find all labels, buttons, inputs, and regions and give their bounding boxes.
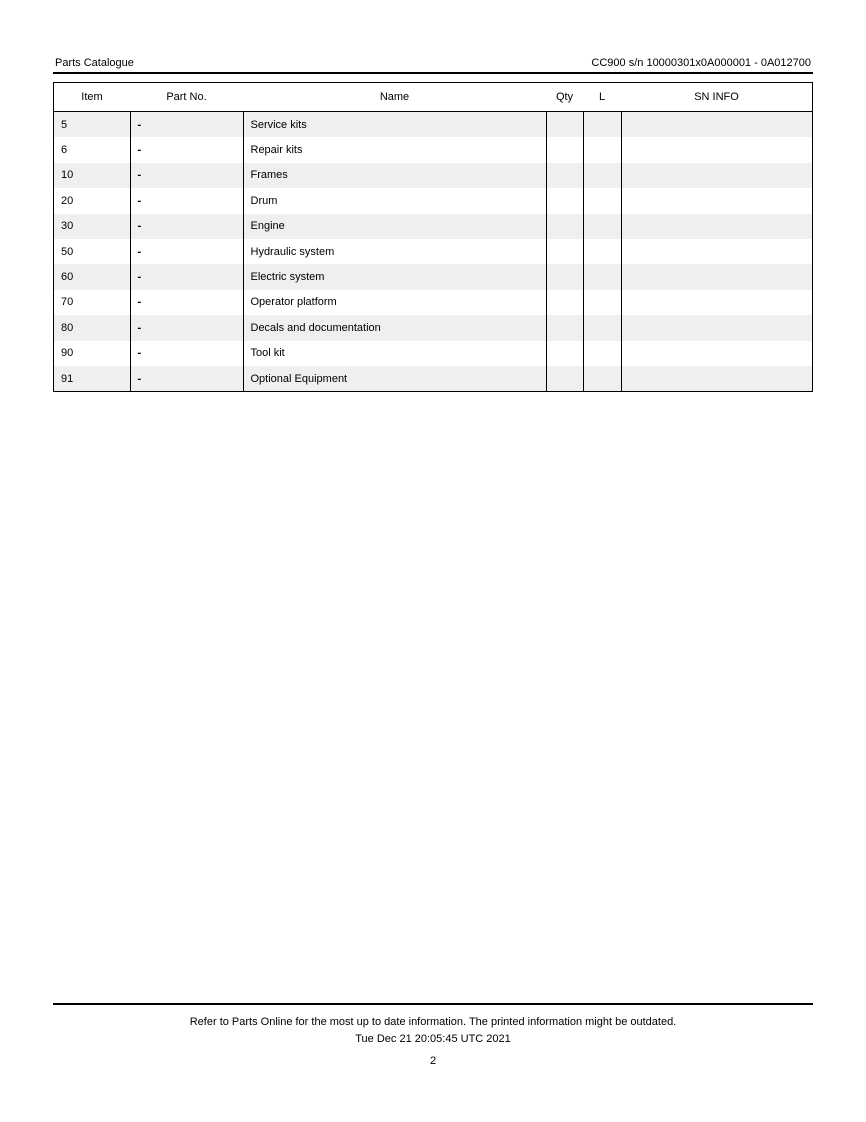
cell-sn-info	[621, 188, 813, 213]
cell-qty	[546, 163, 583, 188]
footer-note: Refer to Parts Online for the most up to date information. The printed information might be outdated.	[189, 1016, 677, 1028]
cell-item: 6	[54, 137, 131, 162]
cell-item: 90	[54, 341, 131, 366]
column-header-sn-info: SN INFO	[621, 83, 813, 112]
cell-part-no: -	[130, 239, 243, 264]
footer-timestamp: Tue Dec 21 20:05:45 UTC 2021	[355, 1033, 511, 1045]
table-row	[54, 214, 813, 239]
cell-name: Electric system	[243, 264, 546, 289]
table-row	[54, 290, 813, 315]
cell-item: 50	[54, 239, 131, 264]
cell-item: 10	[54, 163, 131, 188]
cell-sn-info	[621, 264, 813, 289]
cell-item: 80	[54, 315, 131, 340]
cell-l	[583, 315, 621, 340]
cell-name: Operator platform	[243, 290, 546, 315]
cell-l	[583, 264, 621, 289]
cell-sn-info	[621, 239, 813, 264]
cell-name: Drum	[243, 188, 546, 213]
cell-l	[583, 290, 621, 315]
cell-sn-info	[621, 163, 813, 188]
table-row	[54, 188, 813, 213]
cell-part-no: -	[130, 341, 243, 366]
cell-sn-info	[621, 214, 813, 239]
cell-name: Tool kit	[243, 341, 546, 366]
cell-l	[583, 341, 621, 366]
cell-name: Decals and documentation	[243, 315, 546, 340]
cell-sn-info	[621, 112, 813, 138]
header-divider	[53, 72, 813, 74]
cell-qty	[546, 366, 583, 392]
cell-part-no: -	[130, 188, 243, 213]
cell-qty	[546, 214, 583, 239]
cell-item: 70	[54, 290, 131, 315]
cell-qty	[546, 290, 583, 315]
cell-l	[583, 112, 621, 138]
column-header-l: L	[583, 83, 621, 112]
table-row	[54, 315, 813, 340]
cell-part-no: -	[130, 290, 243, 315]
cell-sn-info	[621, 341, 813, 366]
cell-part-no: -	[130, 315, 243, 340]
footer-divider	[53, 1003, 813, 1005]
cell-l	[583, 163, 621, 188]
document-title: Parts Catalogue	[55, 57, 134, 69]
model-serial-range: CC900 s/n 10000301x0A000001 - 0A012700	[591, 57, 811, 69]
cell-name: Repair kits	[243, 137, 546, 162]
table-header-row	[54, 83, 813, 112]
cell-sn-info	[621, 315, 813, 340]
cell-part-no: -	[130, 163, 243, 188]
cell-item: 91	[54, 366, 131, 392]
cell-item: 60	[54, 264, 131, 289]
cell-qty	[546, 137, 583, 162]
table-row	[54, 112, 813, 138]
cell-l	[583, 366, 621, 392]
column-header-qty: Qty	[546, 83, 583, 112]
table-row	[54, 341, 813, 366]
parts-table	[53, 82, 813, 392]
table-row	[54, 163, 813, 188]
cell-l	[583, 188, 621, 213]
cell-name: Service kits	[243, 112, 546, 138]
page-number: 2	[429, 1055, 437, 1067]
cell-part-no: -	[130, 264, 243, 289]
cell-name: Engine	[243, 214, 546, 239]
cell-l	[583, 214, 621, 239]
cell-qty	[546, 112, 583, 138]
cell-qty	[546, 239, 583, 264]
cell-name: Optional Equipment	[243, 366, 546, 392]
cell-part-no: -	[130, 366, 243, 392]
table-row	[54, 137, 813, 162]
cell-qty	[546, 264, 583, 289]
cell-sn-info	[621, 366, 813, 392]
cell-l	[583, 137, 621, 162]
cell-l	[583, 239, 621, 264]
cell-name: Hydraulic system	[243, 239, 546, 264]
column-header-part-no: Part No.	[130, 83, 243, 112]
table-row	[54, 366, 813, 392]
cell-qty	[546, 341, 583, 366]
cell-item: 30	[54, 214, 131, 239]
cell-item: 20	[54, 188, 131, 213]
table-row	[54, 264, 813, 289]
cell-sn-info	[621, 137, 813, 162]
column-header-item: Item	[54, 83, 131, 112]
cell-item: 5	[54, 112, 131, 138]
cell-sn-info	[621, 290, 813, 315]
cell-part-no: -	[130, 137, 243, 162]
cell-name: Frames	[243, 163, 546, 188]
cell-qty	[546, 315, 583, 340]
cell-part-no: -	[130, 112, 243, 138]
table-row	[54, 239, 813, 264]
cell-part-no: -	[130, 214, 243, 239]
cell-qty	[546, 188, 583, 213]
column-header-name: Name	[243, 83, 546, 112]
